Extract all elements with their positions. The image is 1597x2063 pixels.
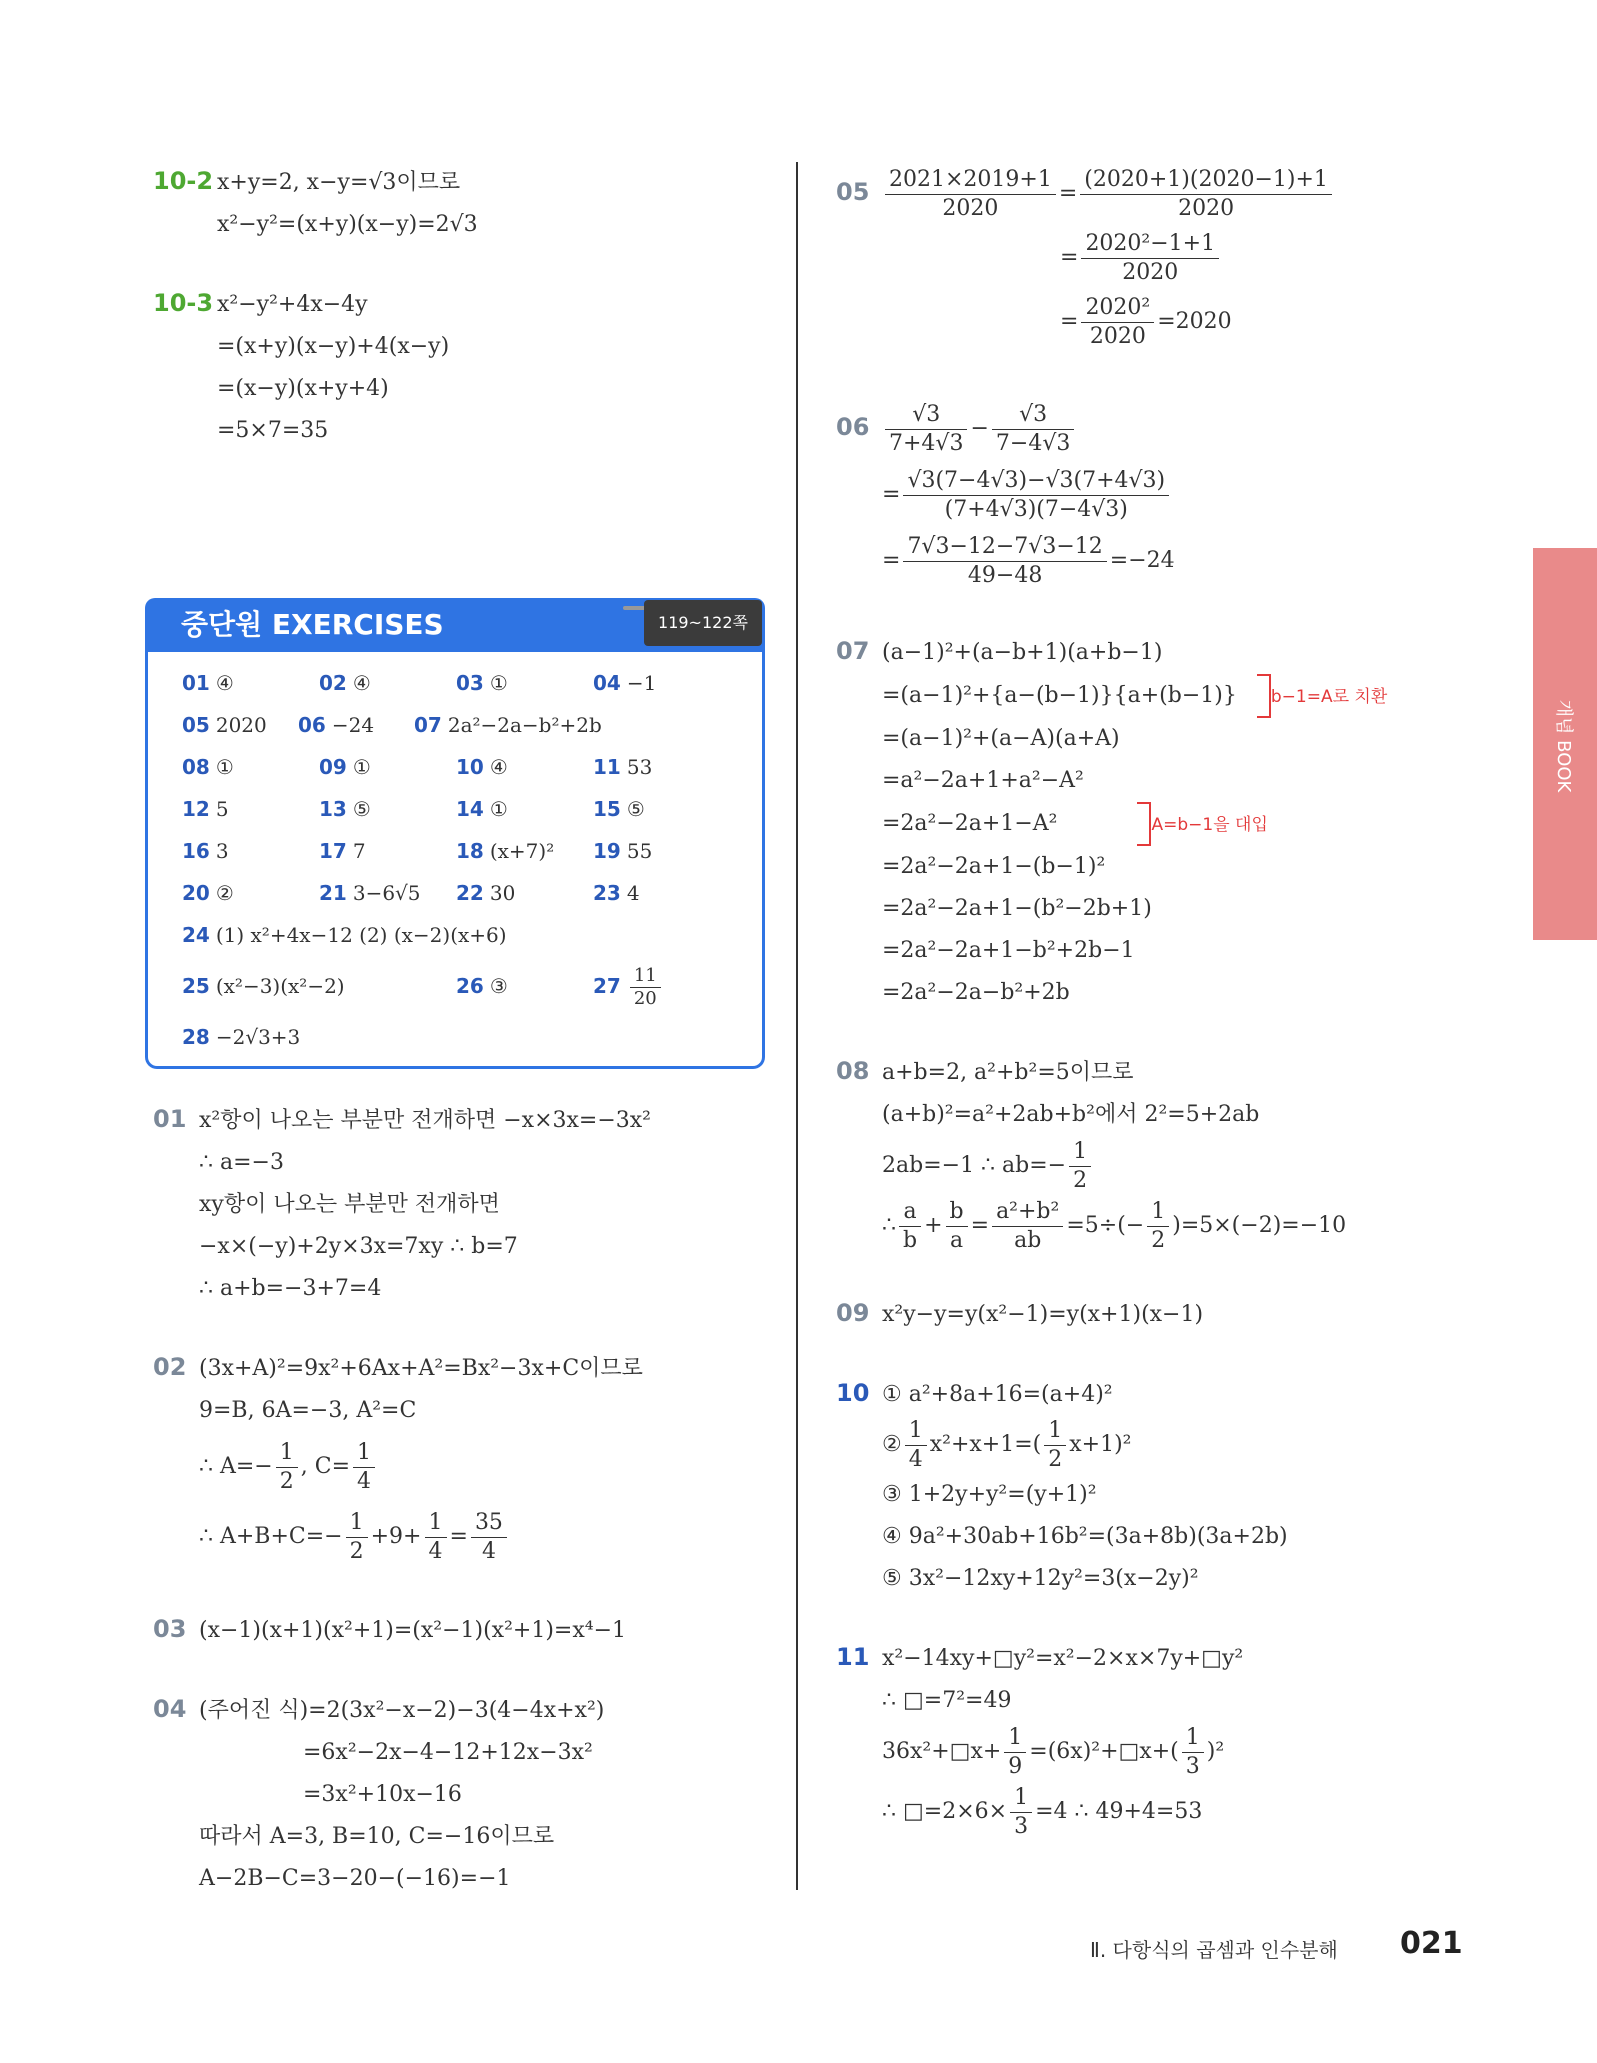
answer-number: 12 bbox=[182, 797, 210, 821]
problem-number: 10-2 bbox=[153, 167, 214, 195]
exercises-title: 중단원 EXERCISES bbox=[145, 598, 765, 652]
answer-cell bbox=[593, 788, 730, 830]
solution-line: −x×(−y)+2y×3x=7xy ∴ b=7 bbox=[199, 1234, 518, 1259]
substitution-note: b−1=A로 치환 bbox=[1270, 687, 1388, 707]
solution-line: A−2B−C=3−20−(−16)=−1 bbox=[199, 1866, 511, 1891]
answer-value: 5 bbox=[215, 797, 229, 821]
solution-02 bbox=[153, 1346, 783, 1572]
answer-value: 7 bbox=[352, 839, 366, 863]
bracket-annotation bbox=[1137, 802, 1151, 846]
solution-line: ② $\frac{1}{4}$ x²+x+1=( $\frac{1}{2}$ x+1)² bbox=[882, 1417, 1132, 1472]
substitution-note: A=b−1을 대입 bbox=[1151, 815, 1268, 835]
answer-value: ⑤ bbox=[626, 797, 645, 821]
left-solutions bbox=[153, 1098, 783, 1936]
exercises-box bbox=[145, 598, 765, 1069]
solution-line: 2ab=−1 ∴ ab=− $\frac{1}{2}$ bbox=[836, 1136, 1486, 1196]
problem-number: 04 bbox=[153, 1695, 187, 1723]
answer-value: 4 bbox=[626, 881, 640, 905]
solution-06: 06 $\frac{√3}{7+4√3}$ − $\frac{√3}{7-4√3}$ = $\frac{√3(7-4√3)-√3(7+4√3)}{(7+4√3)(7-4√3)}$ = $\frac{7√3-12-7√3-12}{49-48}$ =−24 bbox=[836, 394, 1486, 594]
answer-number: 03 bbox=[456, 671, 484, 695]
solution-04 bbox=[153, 1688, 783, 1900]
answer-row bbox=[182, 872, 762, 914]
answer-number: 15 bbox=[593, 797, 621, 821]
answer-row bbox=[182, 830, 762, 872]
solution-line: x+y=2, x−y=√3이므로 bbox=[217, 170, 461, 195]
answer-row bbox=[182, 662, 762, 704]
solution-03 bbox=[153, 1608, 783, 1652]
answer-number: 20 bbox=[182, 881, 210, 905]
solution-line: =a²−2a+1+a²−A² bbox=[882, 768, 1084, 793]
answer-value: 3−6√5 bbox=[352, 881, 421, 905]
solution-line: =2a²−2a+1−A² bbox=[882, 811, 1058, 836]
solution-line: =(a−1)²+(a−A)(a+A) bbox=[882, 726, 1120, 751]
solution-line: ∴ a=−3 bbox=[199, 1150, 284, 1175]
answer-number: 24 bbox=[182, 923, 210, 947]
solution-line: x²−y²+4x−4y bbox=[217, 292, 368, 317]
solution-line: x²y−y=y(x²−1)=y(x+1)(x−1) bbox=[882, 1302, 1204, 1327]
answer-number: 05 bbox=[182, 713, 210, 737]
side-tab bbox=[1533, 548, 1597, 940]
solution-line: ④ 9a²+30ab+16b²=(3a+8b)(3a+2b) bbox=[882, 1524, 1288, 1549]
solution-line: =(a−1)²+{a−(b−1)}{a+(b−1)} bbox=[882, 683, 1237, 708]
answer-cell bbox=[182, 788, 319, 830]
answer-row bbox=[182, 788, 762, 830]
answer-value: 30 bbox=[489, 881, 516, 905]
solution-line: ∴ □=2×6× $\frac{1}{3}$ =4 ∴ 49+4=53 bbox=[882, 1784, 1203, 1839]
answer-cell bbox=[182, 914, 507, 956]
problem-number: 01 bbox=[153, 1105, 187, 1133]
answer-value: (x²−3)(x²−2) bbox=[215, 974, 345, 998]
column-divider bbox=[796, 162, 798, 1890]
problem-number: 10-3 bbox=[153, 289, 214, 317]
solution-01 bbox=[153, 1098, 783, 1310]
answer-cell bbox=[182, 704, 298, 746]
solution-line: ∴ □=7²=49 bbox=[882, 1688, 1012, 1713]
answer-cell bbox=[456, 746, 593, 788]
solution-line: 따라서 A=3, B=10, C=−16이므로 bbox=[199, 1824, 555, 1849]
answer-value: ① bbox=[489, 797, 508, 821]
answer-number: 02 bbox=[319, 671, 347, 695]
answer-number: 08 bbox=[182, 755, 210, 779]
problem-10-3 bbox=[153, 282, 783, 452]
answer-number: 22 bbox=[456, 881, 484, 905]
answer-number: 14 bbox=[456, 797, 484, 821]
problem-number: 05 bbox=[836, 178, 870, 206]
left-column bbox=[153, 160, 783, 488]
answer-number: 17 bbox=[319, 839, 347, 863]
answer-cell bbox=[182, 662, 319, 704]
solution-line: xy항이 나오는 부분만 전개하면 bbox=[199, 1192, 500, 1217]
solution-line: =2a²−2a+1−(b²−2b+1) bbox=[882, 896, 1152, 921]
solution-line: (3x+A)²=9x²+6Ax+A²=Bx²−3x+C이므로 bbox=[199, 1356, 643, 1381]
solution-line: x²−y²=(x+y)(x−y)=2√3 bbox=[217, 212, 478, 237]
answer-cell bbox=[456, 830, 593, 872]
problem-number: 06 bbox=[836, 413, 870, 441]
solution-line: =2a²−2a+1−b²+2b−1 bbox=[882, 938, 1135, 963]
answer-cell bbox=[456, 956, 593, 1016]
solution-09 bbox=[836, 1292, 1486, 1336]
answer-number: 01 bbox=[182, 671, 210, 695]
solution-08 bbox=[836, 1050, 1486, 1256]
answer-value: −1 bbox=[626, 671, 657, 695]
answer-number: 28 bbox=[182, 1025, 210, 1049]
fraction-numerator: 11 bbox=[630, 965, 661, 988]
answer-cell bbox=[182, 830, 319, 872]
answer-number: 16 bbox=[182, 839, 210, 863]
solution-line: ∴ A+B+C=− $\frac{1}{2}$ +9+ $\frac{1}{4}$ = $\frac{35}{4}$ bbox=[153, 1502, 783, 1572]
answer-value: (1) x²+4x−12 (2) (x−2)(x+6) bbox=[215, 923, 507, 947]
answer-value: ① bbox=[352, 755, 371, 779]
answer-value: ③ bbox=[489, 974, 508, 998]
solution-line: x²−14xy+□y²=x²−2×x×7y+□y² bbox=[882, 1646, 1244, 1671]
solution-line: ∴ A=− $\frac{1}{2}$ , C= $\frac{1}{4}$ bbox=[153, 1432, 783, 1502]
answer-value: −2√3+3 bbox=[215, 1025, 301, 1049]
answer-row bbox=[182, 1016, 762, 1058]
answer-cell bbox=[646, 704, 762, 746]
right-column bbox=[836, 160, 1486, 1878]
problem-number: 10 bbox=[836, 1379, 870, 1407]
answer-cell bbox=[319, 788, 456, 830]
solution-line: =2a²−2a+1−(b−1)² bbox=[882, 854, 1106, 879]
answer-cell bbox=[593, 872, 730, 914]
answer-value: 2020 bbox=[215, 713, 267, 737]
answer-cell bbox=[456, 872, 593, 914]
solution-line: ⑤ 3x²−12xy+12y²=3(x−2y)² bbox=[882, 1566, 1199, 1591]
answer-value: ④ bbox=[352, 671, 371, 695]
answer-cell bbox=[593, 830, 730, 872]
answer-value: ④ bbox=[489, 755, 508, 779]
solution-11 bbox=[836, 1636, 1486, 1842]
answer-row bbox=[182, 704, 762, 746]
answer-number: 09 bbox=[319, 755, 347, 779]
answer-value: ① bbox=[215, 755, 234, 779]
solution-line: =5×7=35 bbox=[217, 418, 329, 443]
solution-line: x²항이 나오는 부분만 전개하면 −x×3x=−3x² bbox=[199, 1108, 651, 1133]
answer-number: 25 bbox=[182, 974, 210, 998]
answer-cell bbox=[414, 704, 646, 746]
answer-number: 13 bbox=[319, 797, 347, 821]
solution-line: (a−1)²+(a−b+1)(a+b−1) bbox=[882, 640, 1163, 665]
problem-number: 03 bbox=[153, 1615, 187, 1643]
answer-cell bbox=[182, 956, 456, 1016]
answer-number: 07 bbox=[414, 713, 442, 737]
answer-number: 11 bbox=[593, 755, 621, 779]
solution-line: ∴ a+b=−3+7=4 bbox=[199, 1276, 382, 1301]
answer-value: 53 bbox=[626, 755, 653, 779]
solution-07 bbox=[836, 630, 1486, 1014]
answer-number: 26 bbox=[456, 974, 484, 998]
solution-line: =(x−y)(x+y+4) bbox=[217, 376, 389, 401]
problem-10-2 bbox=[153, 160, 783, 246]
answer-cell bbox=[593, 746, 730, 788]
answer-number: 04 bbox=[593, 671, 621, 695]
solution-line: =3x²+10x−16 bbox=[303, 1782, 462, 1807]
answer-row bbox=[182, 914, 762, 956]
solution-line: ∴ $\frac{a}{b}$ + $\frac{b}{a}$ = $\frac{\text{a²+b²}}{ab}$ =5÷(− $\frac{1}{2}$ )=5×(−2)=−10 bbox=[882, 1198, 1347, 1253]
solution-line: =2a²−2a−b²+2b bbox=[882, 980, 1070, 1005]
solution-line: a+b=2, a²+b²=5이므로 bbox=[882, 1060, 1134, 1085]
answer-cell bbox=[298, 704, 414, 746]
solution-line: ① a²+8a+16=(a+4)² bbox=[882, 1382, 1113, 1407]
solution-line: 36x²+□x+ $\frac{1}{9}$ =(6x)²+□x+( $\frac{1}{3}$ )² bbox=[882, 1724, 1225, 1779]
answer-value: 2a²−2a−b²+2b bbox=[447, 713, 602, 737]
answer-row bbox=[182, 956, 762, 1016]
answer-number: 27 bbox=[593, 974, 621, 998]
problem-number: 07 bbox=[836, 637, 870, 665]
chapter-title: Ⅱ. 다항식의 곱셈과 인수분해 bbox=[1090, 1938, 1338, 1962]
page-range-badge: 119~122쪽 bbox=[644, 600, 762, 646]
answer-cell bbox=[319, 662, 456, 704]
answer-cell bbox=[182, 872, 319, 914]
answer-cell bbox=[456, 788, 593, 830]
answer-cell bbox=[593, 662, 730, 704]
solution-10 bbox=[836, 1372, 1486, 1600]
side-tab-label: 개념 BOOK bbox=[1553, 699, 1574, 793]
page-number: 021 bbox=[1400, 1926, 1463, 1961]
solution-line: ③ 1+2y+y²=(y+1)² bbox=[882, 1482, 1097, 1507]
answer-number: 21 bbox=[319, 881, 347, 905]
answer-number: 10 bbox=[456, 755, 484, 779]
solution-line: =6x²−2x−4−12+12x−3x² bbox=[303, 1740, 593, 1765]
answer-cell bbox=[319, 872, 456, 914]
answer-value: ④ bbox=[215, 671, 234, 695]
problem-number: 09 bbox=[836, 1299, 870, 1327]
problem-number: 02 bbox=[153, 1353, 187, 1381]
answer-value: ⑤ bbox=[352, 797, 371, 821]
solution-line: (a+b)²=a²+2ab+b²에서 2²=5+2ab bbox=[882, 1102, 1260, 1127]
answer-cell bbox=[319, 830, 456, 872]
answer-cell bbox=[182, 1016, 300, 1058]
answer-cell bbox=[593, 956, 664, 1016]
solution-line: (주어진 식)=2(3x²−x−2)−3(4−4x+x²) bbox=[199, 1698, 605, 1723]
bracket-annotation bbox=[1257, 674, 1271, 718]
answer-cell bbox=[319, 746, 456, 788]
answer-number: 18 bbox=[456, 839, 484, 863]
solution-line: 9=B, 6A=−3, A²=C bbox=[199, 1398, 417, 1423]
answer-value: ① bbox=[489, 671, 508, 695]
answer-value: (x+7)² bbox=[489, 839, 555, 863]
answer-value: −24 bbox=[331, 713, 375, 737]
answer-value: 3 bbox=[215, 839, 229, 863]
solution-line: =(x+y)(x−y)+4(x−y) bbox=[217, 334, 450, 359]
answer-cell bbox=[182, 746, 319, 788]
problem-number: 08 bbox=[836, 1057, 870, 1085]
answer-value: 55 bbox=[626, 839, 653, 863]
problem-number: 11 bbox=[836, 1643, 870, 1671]
answer-value: ② bbox=[215, 881, 234, 905]
answer-row bbox=[182, 746, 762, 788]
answer-cell bbox=[456, 662, 593, 704]
answer-number: 19 bbox=[593, 839, 621, 863]
answer-number: 06 bbox=[298, 713, 326, 737]
fraction-denominator: 20 bbox=[633, 988, 657, 1009]
solution-line: (x−1)(x+1)(x²+1)=(x²−1)(x²+1)=x⁴−1 bbox=[199, 1618, 627, 1643]
solution-05: 05 $\frac{2021\times 2019+1}{2020}$ = $\frac{(2020+1)(2020-1)+1}{2020}$ = $\frac{\text{2020²−1+1}}{2020}$ = $\frac{\text{2020²}}{2020}$ =2020 bbox=[836, 160, 1486, 354]
answer-grid bbox=[145, 652, 765, 1069]
answer-number: 23 bbox=[593, 881, 621, 905]
